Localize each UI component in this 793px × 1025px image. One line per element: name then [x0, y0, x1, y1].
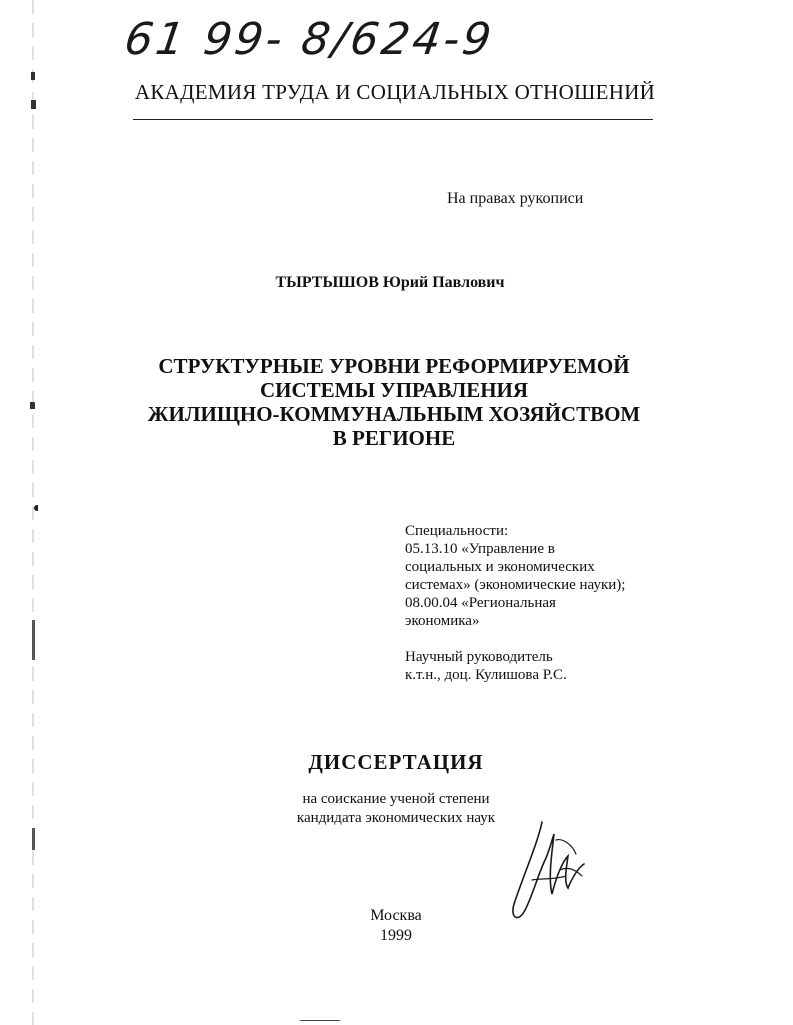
degree-line: кандидата экономических наук — [296, 810, 496, 826]
header-divider — [133, 119, 653, 120]
specialty-line: 05.13.10 «Управление в — [405, 541, 555, 557]
scan-edge-artifacts — [28, 0, 38, 1025]
bottom-scan-mark — [300, 1020, 340, 1021]
year: 1999 — [380, 927, 412, 944]
institution-name: АКАДЕМИЯ ТРУДА И СОЦИАЛЬНЫХ ОТНОШЕНИЙ — [134, 80, 656, 104]
specialty-line: 08.00.04 «Региональная — [405, 595, 556, 611]
title-line: СИСТЕМЫ УПРАВЛЕНИЯ — [259, 378, 529, 402]
specialty-line: экономика» — [405, 613, 480, 629]
document-type: ДИССЕРТАЦИЯ — [308, 750, 484, 774]
specialty-block — [405, 522, 675, 630]
specialty-line: социальных и экономических — [405, 559, 595, 575]
supervisor-name: к.т.н., доц. Кулишова Р.С. — [405, 667, 567, 683]
manuscript-note: На правах рукописи — [447, 190, 584, 207]
title-line: В РЕГИОНЕ — [332, 426, 456, 450]
archive-handwritten-number: 61 99- 8/624-9 — [121, 14, 498, 65]
specialty-line: системах» (экономические науки); — [405, 577, 626, 593]
title-line: ЖИЛИЩНО-КОММУНАЛЬНЫМ ХОЗЯЙСТВОМ — [147, 402, 641, 426]
degree-line: на соискание ученой степени — [302, 791, 490, 807]
specialty-label: Специальности: — [405, 523, 509, 539]
supervisor-label: Научный руководитель — [405, 649, 553, 665]
author-name: ТЫРТЫШОВ Юрий Павлович — [275, 274, 505, 291]
supervisor-block — [405, 648, 675, 684]
city: Москва — [370, 907, 422, 924]
signature-icon — [502, 818, 592, 924]
place-year-block — [296, 906, 496, 946]
thesis-title — [120, 354, 668, 450]
title-line: СТРУКТУРНЫЕ УРОВНИ РЕФОРМИРУЕМОЙ — [158, 354, 630, 378]
